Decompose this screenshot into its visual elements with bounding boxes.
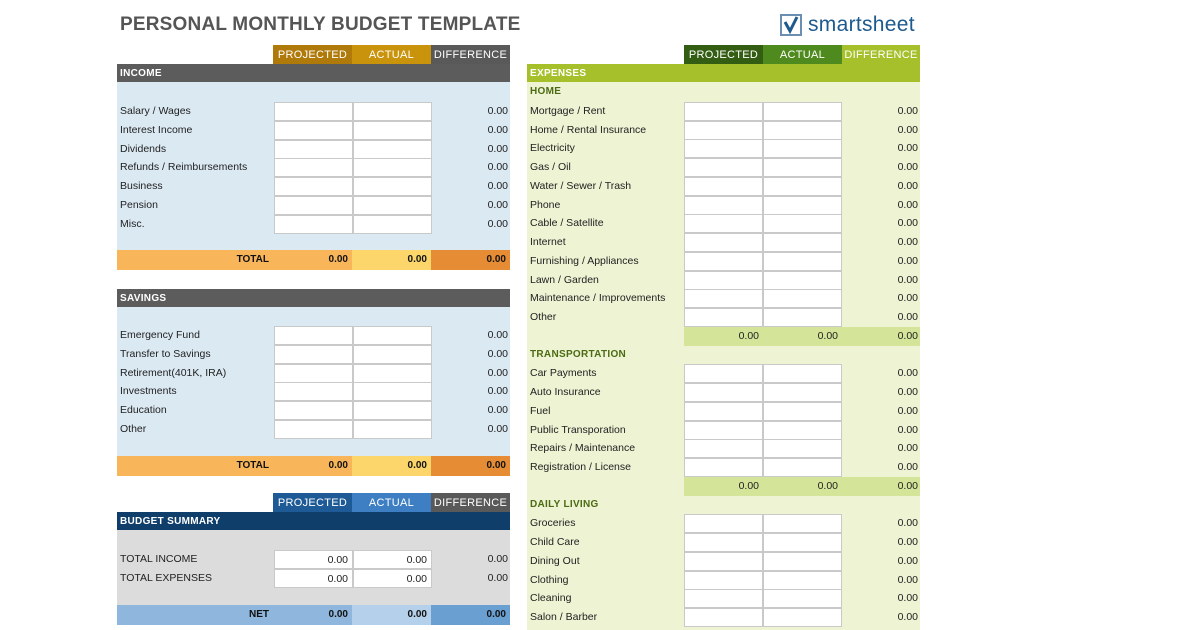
- expense-actual-input[interactable]: [763, 458, 842, 477]
- summary-difference-value: 0.00: [487, 572, 508, 584]
- expense-difference-value: 0.00: [897, 536, 918, 548]
- expense-projected-input[interactable]: [684, 383, 763, 402]
- expense-row-label: Internet: [530, 236, 566, 248]
- expense-difference-value: 0.00: [897, 461, 918, 473]
- expense-difference-value: 0.00: [897, 442, 918, 454]
- projected-input[interactable]: [274, 102, 353, 121]
- difference-value: 0.00: [487, 143, 508, 155]
- expense-projected-input[interactable]: [684, 252, 763, 271]
- difference-value: 0.00: [487, 180, 508, 192]
- actual-input[interactable]: [353, 158, 432, 177]
- expense-projected-input[interactable]: [684, 589, 763, 608]
- expense-projected-input[interactable]: [684, 177, 763, 196]
- expense-row-label: Maintenance / Improvements: [530, 292, 666, 304]
- expense-actual-input[interactable]: [763, 158, 842, 177]
- expense-group-title: TRANSPORTATION: [530, 349, 627, 360]
- expense-difference-value: 0.00: [897, 386, 918, 398]
- expense-subtotal-actual: 0.00: [817, 330, 838, 342]
- expense-projected-input[interactable]: [684, 196, 763, 215]
- row-label: Other: [120, 423, 147, 435]
- savings-total-label-cell: [117, 456, 273, 476]
- summary-projected-value[interactable]: 0.00: [274, 550, 353, 569]
- expense-projected-input[interactable]: [684, 121, 763, 140]
- projected-input[interactable]: [274, 326, 353, 345]
- expense-difference-value: 0.00: [897, 574, 918, 586]
- summary-header-actual: ACTUAL: [352, 493, 431, 513]
- row-label: Salary / Wages: [120, 105, 191, 117]
- savings-total-label: TOTAL: [236, 460, 269, 471]
- expense-row-label: Furnishing / Appliances: [530, 255, 639, 267]
- row-label: Education: [120, 404, 167, 416]
- savings-total-projected: 0.00: [273, 456, 352, 476]
- smartsheet-logo[interactable]: [780, 12, 915, 38]
- expense-row-label: Fuel: [530, 405, 551, 417]
- expense-row-label: Car Payments: [530, 367, 597, 379]
- difference-value: 0.00: [487, 105, 508, 117]
- expense-difference-value: 0.00: [897, 592, 918, 604]
- income-total-actual: 0.00: [352, 250, 431, 270]
- expense-actual-input[interactable]: [763, 233, 842, 252]
- income-header-projected: PROJECTED: [273, 45, 352, 65]
- savings-total-difference: 0.00: [431, 456, 510, 476]
- expense-projected-input[interactable]: [684, 439, 763, 458]
- projected-input[interactable]: [274, 345, 353, 364]
- expense-projected-input[interactable]: [684, 421, 763, 440]
- row-label: Refunds / Reimbursements: [120, 161, 248, 173]
- expense-subtotal-actual: 0.00: [817, 480, 838, 492]
- row-label: Business: [120, 180, 163, 192]
- expense-projected-input[interactable]: [684, 158, 763, 177]
- row-label: Transfer to Savings: [120, 348, 211, 360]
- expense-actual-input[interactable]: [763, 533, 842, 552]
- expense-difference-value: 0.00: [897, 292, 918, 304]
- actual-input[interactable]: [353, 401, 432, 420]
- projected-input[interactable]: [274, 140, 353, 159]
- expense-projected-input[interactable]: [684, 514, 763, 533]
- projected-input[interactable]: [274, 196, 353, 215]
- income-header-actual: ACTUAL: [352, 45, 431, 65]
- expense-actual-input[interactable]: [763, 271, 842, 290]
- actual-input[interactable]: [353, 382, 432, 401]
- summary-net-difference: 0.00: [431, 605, 510, 625]
- expense-difference-value: 0.00: [897, 517, 918, 529]
- expense-group-title: DAILY LIVING: [530, 499, 599, 510]
- expense-row-label: Child Care: [530, 536, 580, 548]
- income-total-label: TOTAL: [236, 254, 269, 265]
- expense-difference-value: 0.00: [897, 405, 918, 417]
- summary-actual-value[interactable]: 0.00: [353, 550, 432, 569]
- expense-actual-input[interactable]: [763, 383, 842, 402]
- expense-actual-input[interactable]: [763, 421, 842, 440]
- projected-input[interactable]: [274, 121, 353, 140]
- expense-row-label: Repairs / Maintenance: [530, 442, 636, 454]
- projected-input[interactable]: [274, 158, 353, 177]
- actual-input[interactable]: [353, 326, 432, 345]
- expense-projected-input[interactable]: [684, 139, 763, 158]
- income-total-projected: 0.00: [273, 250, 352, 270]
- expense-row-label: Cleaning: [530, 592, 572, 604]
- summary-net-projected: 0.00: [273, 605, 352, 625]
- income-total-label-cell: [117, 250, 273, 270]
- expense-projected-input[interactable]: [684, 289, 763, 308]
- income-total-difference: 0.00: [431, 250, 510, 270]
- actual-input[interactable]: [353, 140, 432, 159]
- expense-row-label: Public Transporation: [530, 424, 626, 436]
- expense-subtotal-projected: 0.00: [738, 480, 759, 492]
- difference-value: 0.00: [487, 329, 508, 341]
- row-label: Misc.: [120, 218, 145, 230]
- row-label: Interest Income: [120, 124, 193, 136]
- projected-input[interactable]: [274, 420, 353, 439]
- expense-projected-input[interactable]: [684, 271, 763, 290]
- expense-actual-input[interactable]: [763, 289, 842, 308]
- actual-input[interactable]: [353, 102, 432, 121]
- savings-total-actual: 0.00: [352, 456, 431, 476]
- expense-difference-value: 0.00: [897, 367, 918, 379]
- row-label: Dividends: [120, 143, 167, 155]
- expense-row-label: Clothing: [530, 574, 569, 586]
- expense-difference-value: 0.00: [897, 105, 918, 117]
- actual-input[interactable]: [353, 420, 432, 439]
- projected-input[interactable]: [274, 382, 353, 401]
- smartsheet-check-icon: [780, 14, 802, 36]
- expense-projected-input[interactable]: [684, 233, 763, 252]
- expense-actual-input[interactable]: [763, 214, 842, 233]
- projected-input[interactable]: [274, 177, 353, 196]
- expense-actual-input[interactable]: [763, 102, 842, 121]
- expense-actual-input[interactable]: [763, 552, 842, 571]
- expense-group-title: HOME: [530, 86, 562, 97]
- expense-actual-input[interactable]: [763, 571, 842, 590]
- expense-actual-input[interactable]: [763, 177, 842, 196]
- expense-subtotal-difference: 0.00: [897, 330, 918, 342]
- expense-projected-input[interactable]: [684, 571, 763, 590]
- expense-actual-input[interactable]: [763, 121, 842, 140]
- actual-input[interactable]: [353, 215, 432, 234]
- expense-difference-value: 0.00: [897, 161, 918, 173]
- expense-difference-value: 0.00: [897, 255, 918, 267]
- expenses-section-bar: EXPENSES: [527, 64, 920, 82]
- expense-projected-input[interactable]: [684, 308, 763, 327]
- summary-section-bar: BUDGET SUMMARY: [117, 512, 510, 530]
- difference-value: 0.00: [487, 124, 508, 136]
- expense-projected-input[interactable]: [684, 402, 763, 421]
- expense-row-label: Other: [530, 311, 557, 323]
- expense-projected-input[interactable]: [684, 458, 763, 477]
- summary-projected-value[interactable]: 0.00: [274, 569, 353, 588]
- summary-header-projected: PROJECTED: [273, 493, 352, 513]
- expense-difference-value: 0.00: [897, 611, 918, 623]
- actual-input[interactable]: [353, 345, 432, 364]
- summary-net-actual: 0.00: [352, 605, 431, 625]
- difference-value: 0.00: [487, 404, 508, 416]
- expense-actual-input[interactable]: [763, 252, 842, 271]
- income-section-bar: INCOME: [117, 64, 510, 82]
- difference-value: 0.00: [487, 367, 508, 379]
- expense-actual-input[interactable]: [763, 589, 842, 608]
- difference-value: 0.00: [487, 161, 508, 173]
- summary-row-label: TOTAL INCOME: [120, 553, 198, 565]
- expense-difference-value: 0.00: [897, 311, 918, 323]
- actual-input[interactable]: [353, 196, 432, 215]
- expense-row-label: Salon / Barber: [530, 611, 598, 623]
- projected-input[interactable]: [274, 215, 353, 234]
- difference-value: 0.00: [487, 385, 508, 397]
- row-label: Emergency Fund: [120, 329, 200, 341]
- difference-value: 0.00: [487, 218, 508, 230]
- expense-projected-input[interactable]: [684, 608, 763, 627]
- difference-value: 0.00: [487, 348, 508, 360]
- expense-difference-value: 0.00: [897, 555, 918, 567]
- expense-row-label: Electricity: [530, 142, 575, 154]
- row-label: Retirement(401K, IRA): [120, 367, 227, 379]
- expense-row-label: Lawn / Garden: [530, 274, 599, 286]
- expense-projected-input[interactable]: [684, 214, 763, 233]
- projected-input[interactable]: [274, 364, 353, 383]
- expense-projected-input[interactable]: [684, 364, 763, 383]
- expense-row-label: Phone: [530, 199, 561, 211]
- expense-row-label: Dining Out: [530, 555, 580, 567]
- expense-row-label: Auto Insurance: [530, 386, 601, 398]
- difference-value: 0.00: [487, 199, 508, 211]
- expenses-header-difference: DIFFERENCE: [842, 45, 920, 65]
- expense-row-label: Mortgage / Rent: [530, 105, 606, 117]
- expense-row-label: Groceries: [530, 517, 576, 529]
- expense-subtotal-difference: 0.00: [897, 480, 918, 492]
- expense-difference-value: 0.00: [897, 199, 918, 211]
- savings-section-bar: SAVINGS: [117, 289, 510, 307]
- difference-value: 0.00: [487, 423, 508, 435]
- expense-difference-value: 0.00: [897, 236, 918, 248]
- expense-actual-input[interactable]: [763, 608, 842, 627]
- actual-input[interactable]: [353, 177, 432, 196]
- expenses-header-actual: ACTUAL: [763, 45, 842, 65]
- expense-projected-input[interactable]: [684, 552, 763, 571]
- row-label: Pension: [120, 199, 158, 211]
- expense-row-label: Home / Rental Insurance: [530, 124, 647, 136]
- expense-actual-input[interactable]: [763, 139, 842, 158]
- summary-net-label: NET: [249, 609, 269, 620]
- actual-input[interactable]: [353, 364, 432, 383]
- expense-difference-value: 0.00: [897, 142, 918, 154]
- summary-net-label-cell: [117, 605, 273, 625]
- expense-actual-input[interactable]: [763, 439, 842, 458]
- logo-text: smartsheet: [808, 13, 915, 36]
- expense-actual-input[interactable]: [763, 308, 842, 327]
- expense-row-label: Registration / License: [530, 461, 631, 473]
- expense-actual-input[interactable]: [763, 514, 842, 533]
- expense-projected-input[interactable]: [684, 533, 763, 552]
- expense-actual-input[interactable]: [763, 364, 842, 383]
- expense-row-label: Gas / Oil: [530, 161, 571, 173]
- summary-actual-value[interactable]: 0.00: [353, 569, 432, 588]
- expense-row-label: Cable / Satellite: [530, 217, 604, 229]
- expense-actual-input[interactable]: [763, 196, 842, 215]
- expense-difference-value: 0.00: [897, 180, 918, 192]
- expense-difference-value: 0.00: [897, 424, 918, 436]
- expense-difference-value: 0.00: [897, 274, 918, 286]
- actual-input[interactable]: [353, 121, 432, 140]
- expense-projected-input[interactable]: [684, 102, 763, 121]
- income-header-difference: DIFFERENCE: [431, 45, 510, 65]
- summary-header-difference: DIFFERENCE: [431, 493, 510, 513]
- expense-difference-value: 0.00: [897, 124, 918, 136]
- expense-subtotal-projected: 0.00: [738, 330, 759, 342]
- summary-row-label: TOTAL EXPENSES: [120, 572, 213, 584]
- summary-difference-value: 0.00: [487, 553, 508, 565]
- expense-difference-value: 0.00: [897, 217, 918, 229]
- expense-row-label: Water / Sewer / Trash: [530, 180, 632, 192]
- projected-input[interactable]: [274, 401, 353, 420]
- row-label: Investments: [120, 385, 177, 397]
- page-title: PERSONAL MONTHLY BUDGET TEMPLATE: [120, 14, 521, 35]
- expenses-header-projected: PROJECTED: [684, 45, 763, 65]
- expense-actual-input[interactable]: [763, 402, 842, 421]
